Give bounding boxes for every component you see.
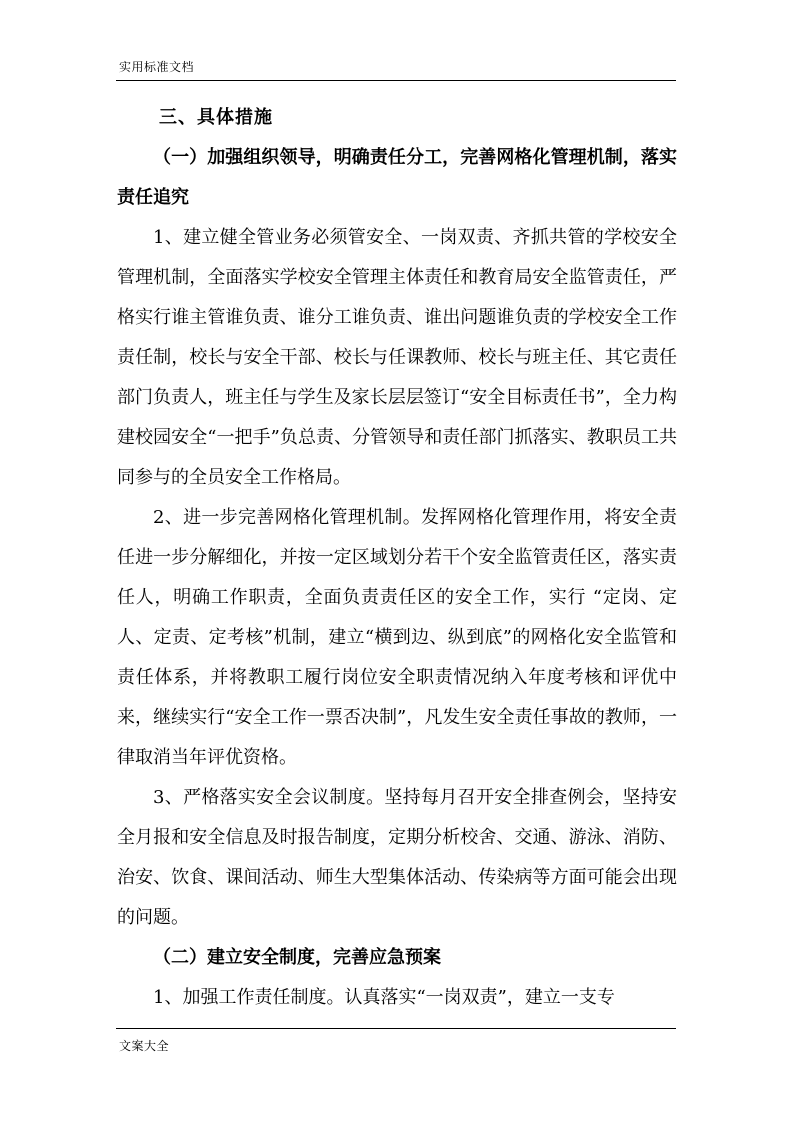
page-header: 实用标准文档 bbox=[119, 60, 195, 74]
paragraph-1: 1、建立健全管业务必须管安全、一岗双责、齐抓共管的学校安全管理机制，全面落实学校安全管理主体责任和教育局安全监管责任，严格实行谁主管谁负责、谁分工谁负责、谁出问题谁负责的学校安全工作责任制，校长与安全干部、校长与任课教师、校长与班主任、其它责任部门负责人，班主任与学生及家长层层签订“安全目标责任书”，全力构建校园安全“一把手”负总责、分管领导和责任部门抓落实、教职员工共同参与的全员安全工作格局。 bbox=[117, 227, 677, 488]
paragraph-2: 2、进一步完善网格化管理机制。发挥网格化管理作用，将安全责任进一步分解细化，并按一定区域划分若干个安全监管责任区，落实责任人，明确工作职责，全面负责责任区的安全工作，实行 “定岗、定人、定责、定考核”机制，建立“横到边、纵到底”的网格化安全监管和责任体系，并将教职工履行岗位安全职责情况纳入年度考核和评优中来，继续实行“安全工作一票否决制”，凡发生安全责任事故的教师，一律取消当年评优资格。 bbox=[117, 507, 677, 768]
document-body bbox=[117, 98, 677, 1018]
page-footer: 文案大全 bbox=[119, 1039, 170, 1053]
subsection-title-2: （二）建立安全制度，完善应急预案 bbox=[153, 947, 441, 968]
paragraph-4: 1、加强工作责任制度。认真落实“一岗双责”，建立一支专 bbox=[153, 987, 615, 1008]
paragraph-3: 3、严格落实安全会议制度。坚持每月召开安全排查例会，坚持安全月报和安全信息及时报告制度，定期分析校舍、交通、游泳、消防、治安、饮食、课间活动、师生大型集体活动、传染病等方面可能会出现的问题。 bbox=[117, 787, 677, 928]
section-title: 三、具体措施 bbox=[159, 107, 273, 128]
subsection-title-1: （一）加强组织领导，明确责任分工，完善网格化管理机制，落实责任追究 bbox=[117, 147, 677, 208]
footer-rule bbox=[116, 1028, 676, 1029]
header-rule bbox=[116, 80, 676, 81]
